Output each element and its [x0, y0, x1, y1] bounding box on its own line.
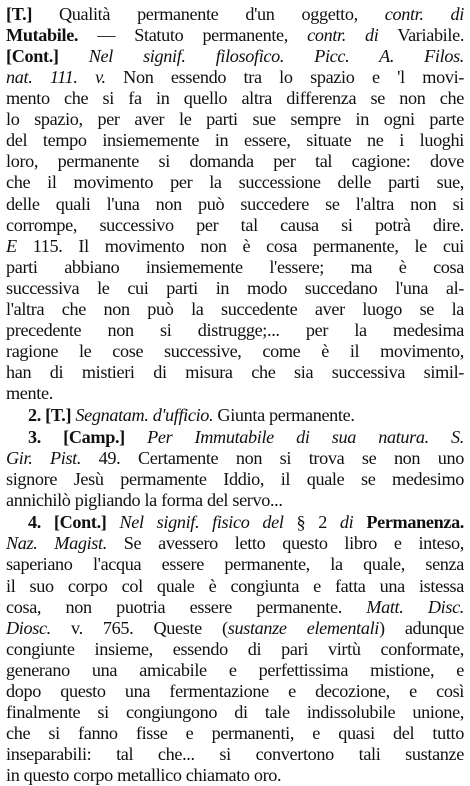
text-run: nat. 111. v. — [6, 67, 106, 87]
text-line — [6, 553, 464, 575]
text-run: generano una amicabile e perfettissima mistione, e — [6, 660, 464, 680]
text-line — [6, 596, 464, 618]
text-run: che si fanno fisse e permanenti, e quasi del tutto — [6, 723, 464, 743]
text-line — [6, 298, 464, 320]
text-line — [6, 764, 464, 786]
text-run: Qualità permanente d'un oggetto, — [32, 4, 385, 24]
text-line — [6, 108, 464, 130]
text-run: annichilò pigliando la forma del servo... — [6, 490, 283, 510]
text-line — [6, 447, 464, 469]
text-line — [6, 235, 464, 257]
text-run: Non essendo tra lo spazio e 'l movi- — [105, 67, 464, 87]
text-run: in questo corpo metallico chiamato oro. — [6, 765, 282, 785]
text-line — [6, 659, 464, 681]
text-run: lo spazio, per aver le parti sue sempre in ogni parte — [6, 109, 464, 129]
text-run: Segnatam. d'ufficio. — [75, 405, 214, 425]
text-run: delle quali l'una non può succedere se l'altra non si — [6, 194, 464, 214]
text-run: Permanenza. — [366, 512, 464, 532]
text-line — [6, 722, 464, 744]
text-run: Giunta permanente. — [213, 405, 355, 425]
text-line — [6, 87, 464, 109]
text-run — [59, 46, 89, 66]
text-run: mente. — [6, 383, 53, 403]
text-run: ragione le cose successive, come è il movimento, — [6, 341, 464, 361]
text-run: [T.] — [6, 4, 33, 24]
text-line — [6, 24, 464, 46]
text-run: [T.] — [45, 405, 72, 425]
text-run: l'altra che non può la succedente aver luogo se la — [6, 299, 464, 319]
text-line — [28, 511, 464, 533]
text-run: 3. — [28, 427, 64, 447]
text-run: E — [6, 236, 17, 256]
text-run: successiva le cui parti in modo succedano l'una al- — [6, 278, 464, 298]
text-run: signore Jesù permamente Iddio, il quale se medesimo — [6, 469, 464, 489]
text-run: Diosc. — [6, 618, 51, 638]
text-line — [6, 66, 464, 88]
text-line — [6, 468, 464, 490]
text-line — [6, 489, 464, 511]
text-run: [Cont.] — [53, 512, 107, 532]
text-run: congiunte insieme, essendo di pari virtù conformate, — [6, 639, 464, 659]
text-run: precedente non si distrugge;... per la medesima — [6, 320, 464, 340]
text-run: Nel signif. filosofico. Picc. A. Filos. — [88, 46, 464, 66]
text-run: 115. Il movimento non è cosa permanente, le cui — [16, 236, 464, 256]
text-line — [6, 743, 464, 765]
text-run: han di mistieri di misura che sia successiva simil- — [6, 362, 464, 382]
text-run: di — [339, 512, 354, 532]
text-line — [28, 404, 464, 426]
text-run: inseparabili: tal che... si convertono tali sustanze — [6, 744, 464, 764]
text-line — [6, 150, 464, 172]
text-run — [125, 427, 147, 447]
text-line — [6, 277, 464, 299]
text-line — [6, 214, 464, 236]
text-line — [6, 45, 464, 67]
text-run: [Camp.] — [63, 427, 125, 447]
text-line — [6, 171, 464, 193]
text-run: Matt. Disc. — [366, 597, 464, 617]
text-line — [6, 382, 464, 404]
text-run: sustanze elementali — [227, 618, 379, 638]
text-run: 4. — [28, 512, 54, 532]
text-line — [6, 129, 464, 151]
text-run: Se avessero letto questo libro e inteso, — [106, 533, 464, 553]
text-run: contr. di — [384, 4, 464, 24]
text-run: Gir. Pist. — [6, 448, 82, 468]
text-run: finalmente si congiungono di tale indissolubile unione, — [6, 702, 464, 722]
text-run: mento che si fa in quello altra differenza se non che — [6, 88, 464, 108]
text-line — [6, 193, 464, 215]
text-run: Nel signif. fisico del — [119, 512, 284, 532]
text-run — [107, 512, 120, 532]
text-line — [6, 340, 464, 362]
text-run — [353, 512, 366, 532]
text-run: — Statuto permanente, — [78, 25, 308, 45]
dictionary-page — [6, 3, 464, 783]
text-run: cosa, non puotria essere permanente. — [6, 597, 367, 617]
text-line — [6, 701, 464, 723]
text-run: 49. Certamente non si trova se non uno — [81, 448, 464, 468]
text-run: v. 765. Queste ( — [50, 618, 228, 638]
text-run: 2. — [28, 405, 46, 425]
text-line — [6, 532, 464, 554]
text-line — [6, 680, 464, 702]
text-line — [6, 575, 464, 597]
text-run: Variabile. — [378, 25, 464, 45]
text-run: Mutabile. — [6, 25, 79, 45]
text-run: corrompe, successivo per tal causa si potrà dire. — [6, 215, 464, 235]
text-run: Naz. Magist. — [6, 533, 107, 553]
text-run: contr. di — [307, 25, 379, 45]
text-run: il suo corpo col quale è congiunta e fatta una istessa — [6, 576, 464, 596]
text-run: loro, permanente si domanda per tal cagione: dove — [6, 151, 464, 171]
text-line — [6, 361, 464, 383]
text-run: [Cont.] — [6, 46, 59, 66]
text-line — [6, 638, 464, 660]
text-run: del tempo insiememente in essere, situate ne i luoghi — [6, 130, 464, 150]
text-run: § 2 — [283, 512, 340, 532]
text-run: saperiano l'acqua essere permanente, la quale, senza — [6, 554, 464, 574]
text-line — [6, 617, 464, 639]
text-run: parti abbiano insiememente l'essere; ma è cosa — [6, 257, 464, 277]
text-run: che il movimento per la successione delle parti sue, — [6, 172, 464, 192]
text-line — [28, 426, 464, 448]
text-line — [6, 319, 464, 341]
text-line — [6, 256, 464, 278]
text-run: Per Immutabile di sua natura. S. — [147, 427, 464, 447]
text-run: ) adunque — [378, 618, 464, 638]
text-run: dopo questo una fermentazione e decozione, e così — [6, 681, 464, 701]
text-line — [6, 3, 464, 25]
